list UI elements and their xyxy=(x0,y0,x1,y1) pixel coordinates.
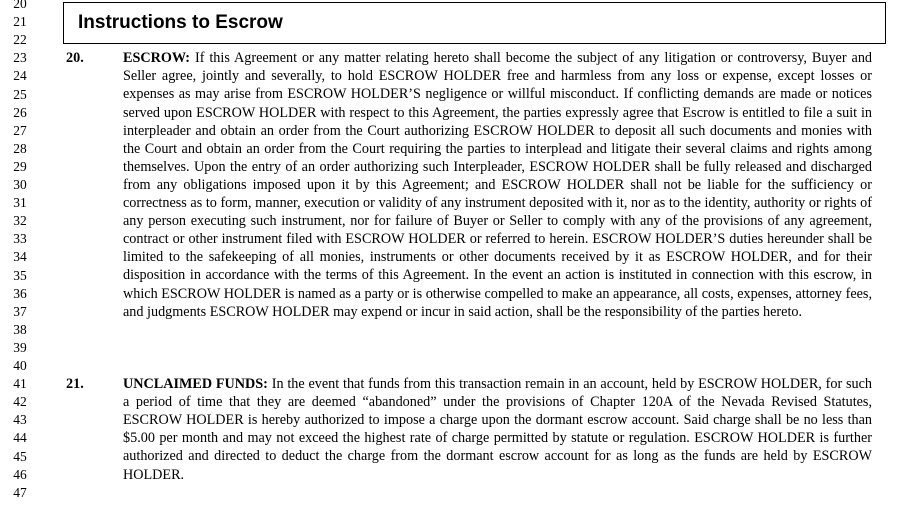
line-number: 47 xyxy=(13,484,27,500)
section-title-box xyxy=(63,2,886,44)
line-number: 42 xyxy=(13,394,27,410)
line-number: 41 xyxy=(13,376,27,392)
line-number: 44 xyxy=(13,430,27,446)
line-number: 23 xyxy=(13,50,27,66)
line-number: 21 xyxy=(13,14,27,30)
line-number: 28 xyxy=(13,140,27,156)
section-number: 20. xyxy=(66,50,84,67)
line-number: 46 xyxy=(13,466,27,482)
section-body: In the event that funds from this transaction remain in an account, held by ESCROW HOLDER, for such a period of time that they are deemed “abandoned” under the provisions of Chapter 120A of the Nevada Revised Statutes, ESCROW HOLDER is hereby authorized to impose a charge upon the dormant escrow account. Said charge shall be no less than $5.00 per month and may not exceed the highest rate of charge permitted by statute or regulation. ESCROW HOLDER is further authorized and directed to deduct the charge from the dormant escrow account for as long as the funds are held by ESCROW HOLDER. xyxy=(123,376,873,483)
line-number: 36 xyxy=(13,285,27,301)
line-number: 35 xyxy=(13,267,27,283)
line-number: 37 xyxy=(13,303,27,319)
section-heading: UNCLAIMED FUNDS: xyxy=(123,376,268,393)
line-number: 33 xyxy=(13,231,27,247)
line-number: 31 xyxy=(13,195,27,211)
line-number: 38 xyxy=(13,321,27,337)
line-number: 27 xyxy=(13,122,27,138)
line-number: 45 xyxy=(13,448,27,464)
line-number: 32 xyxy=(13,213,27,229)
line-number: 24 xyxy=(13,68,27,84)
section-number: 21. xyxy=(66,376,84,393)
section-paragraph xyxy=(123,49,872,320)
line-number: 29 xyxy=(13,158,27,174)
line-number: 25 xyxy=(13,86,27,102)
section-heading: ESCROW: xyxy=(123,50,191,67)
line-number: 20 xyxy=(13,0,27,11)
section-title: Instructions to Escrow xyxy=(78,12,283,33)
line-number: 22 xyxy=(13,32,27,48)
line-number: 34 xyxy=(13,249,27,265)
line-number: 39 xyxy=(13,339,27,355)
line-number: 40 xyxy=(13,358,27,373)
section-paragraph xyxy=(123,375,872,484)
line-number: 26 xyxy=(13,104,27,120)
line-number: 30 xyxy=(13,177,27,192)
section-body: If this Agreement or any matter relating hereto shall become the subject of any litigation or controversy, Buyer and Seller agree, jointly and severally, to hold ESCROW HOLDER free and harmless from any loss or expense, except losses or expenses as may arise from ESCROW HOLDER’S negligence or willful misconduct. If conflicting demands are made or notices served upon ESCROW HOLDER with respect to this Agreement, the parties expressly agree that Escrow is entitled to file a suit in interpleader and obtain an order from the Court authorizing ESCROW HOLDER to deposit all such documents and monies with the Court and obtain an order from the Court requiring the parties to interplead and litigate their several claims and rights among themselves. Upon the entry of an order authorizing such Interpleader, ESCROW HOLDER shall be fully released and discharged from any obligations imposed upon it by this Agreement; and ESCROW HOLDER shall not be liable for the sufficiency or correctness as to form, manner, execution or validity of any instrument deposited with it, nor as to the identity, authority or rights of any person executing such instrument, nor for failure of Buyer or Seller to comply with any of the provisions of any agreement, contract or other instrument filed with ESCROW HOLDER or referred to herein. ESCROW HOLDER’S duties hereunder shall be limited to the safekeeping of all monies, instruments or other documents received by it as ESCROW HOLDER, and for their disposition in accordance with the terms of this Agreement. In the event an action is instituted in connection with this escrow, in which ESCROW HOLDER is named as a party or is otherwise compelled to make an appearance, all costs, expenses, attorney fees, and judgments ESCROW HOLDER may expend or incur in said action, shall be the responsibility of the parties hereto. xyxy=(123,50,873,320)
line-number: 43 xyxy=(13,412,27,428)
